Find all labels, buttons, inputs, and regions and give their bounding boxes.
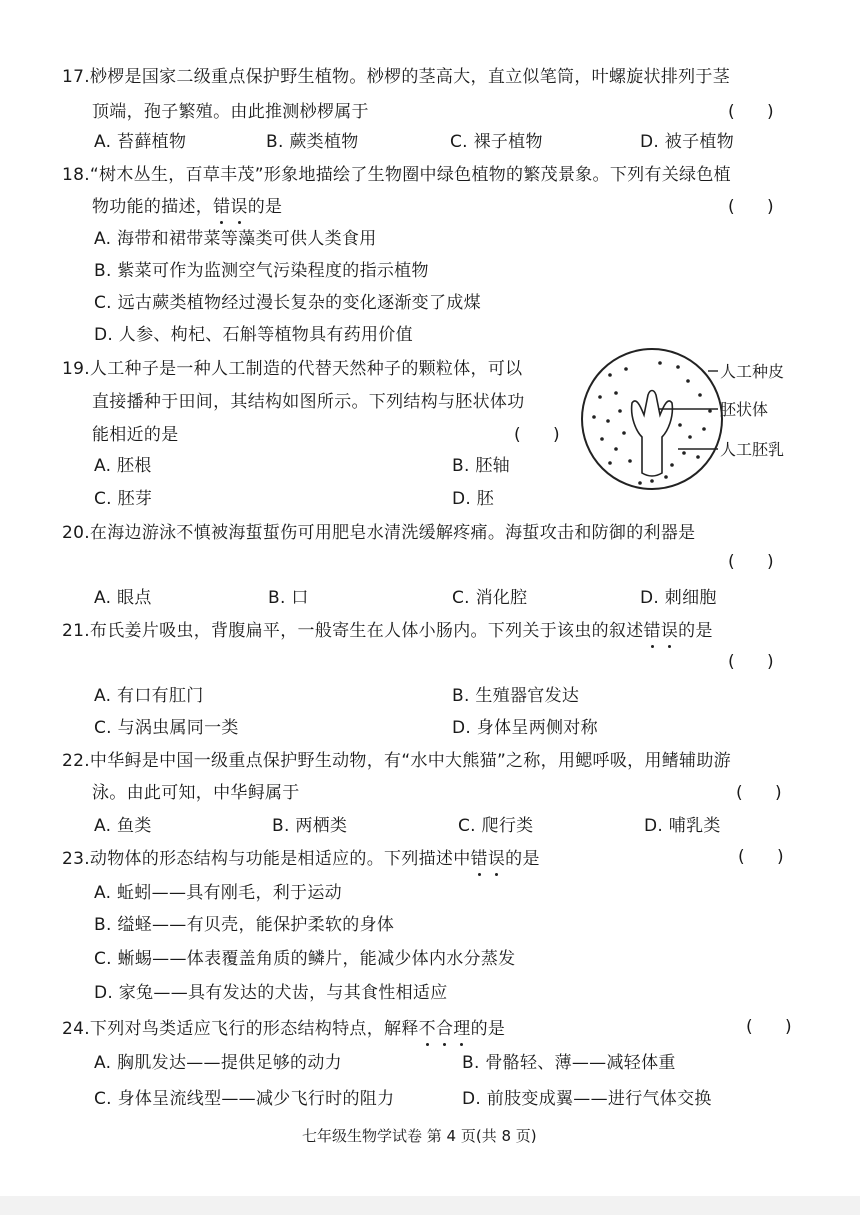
q23-option-b: B. 缢蛏——有贝壳，能保护柔软的身体 — [94, 915, 395, 935]
q20-option-a: A. 眼点 — [94, 588, 152, 608]
q17-option-d: D. 被子植物 — [640, 132, 734, 152]
q18-option-c: C. 远古蕨类植物经过漫长复杂的变化逐渐变了成煤 — [94, 293, 481, 313]
q19-option-d: D. 胚 — [452, 489, 495, 509]
page-footer: 七年级生物学试卷 第 4 页(共 8 页) — [302, 1127, 537, 1145]
q18-option-d: D. 人参、枸杞、石斛等植物具有药用价值 — [94, 325, 413, 345]
seed-outer-circle — [582, 349, 722, 489]
q23-stem-line-1 — [62, 848, 540, 870]
q17-option-b: B. 蕨类植物 — [266, 132, 359, 152]
q19-stem-line-1: 19.人工种子是一种人工制造的代替天然种子的颗粒体，可以 — [62, 359, 523, 379]
q23-stem-pre: 23.动物体的形态结构与功能是相适应的。下列描述中 — [62, 849, 471, 869]
q19-option-c: C. 胚芽 — [94, 489, 153, 509]
q20-option-c: C. 消化腔 — [452, 588, 528, 608]
label-embryoid: 胚状体 — [720, 400, 769, 419]
artificial-seed-figure — [580, 345, 810, 495]
q19-option-a: A. 胚根 — [94, 456, 152, 476]
q21-emph-char-1: 错 — [643, 621, 661, 641]
q23-option-d: D. 家兔——具有发达的犬齿，与其食性相适应 — [94, 983, 448, 1003]
q21-option-b: B. 生殖器官发达 — [452, 686, 580, 706]
q24-answer-paren: ( ) — [746, 1017, 792, 1037]
q20-stem-line-1: 20.在海边游泳不慎被海蜇蜇伤可用肥皂水清洗缓解疼痛。海蜇攻击和防御的利器是 — [62, 523, 696, 543]
q17-option-c: C. 裸子植物 — [450, 132, 543, 152]
q23-option-a: A. 蚯蚓——具有刚毛，利于运动 — [94, 883, 342, 903]
q23-emph-char-1: 错 — [470, 849, 488, 869]
q17-answer-paren: ( ) — [728, 102, 774, 122]
q22-option-c: C. 爬行类 — [458, 816, 534, 836]
q23-stem-post: 的是 — [505, 849, 540, 869]
q18-emph-char-2: 误 — [230, 197, 248, 217]
q17-stem-line-1: 17.桫椤是国家二级重点保护野生植物。桫椤的茎高大，直立似笔筒，叶螺旋状排列于茎 — [62, 67, 731, 87]
q18-option-a: A. 海带和裙带菜等藻类可供人类食用 — [94, 229, 377, 249]
q17-stem-line-2: 顶端，孢子繁殖。由此推测桫椤属于 — [92, 102, 369, 122]
q18-emph-char-1: 错 — [213, 197, 231, 217]
q20-option-b: B. 口 — [268, 588, 309, 608]
q22-answer-paren: ( ) — [736, 783, 782, 803]
q20-answer-paren: ( ) — [728, 552, 774, 572]
q18-stem-line-1: 18.“树木丛生，百草丰茂”形象地描绘了生物圈中绿色植物的繁茂景象。下列有关绿色植 — [62, 165, 731, 185]
q21-emph-char-2: 误 — [660, 621, 679, 641]
q18-stem-pre: 物功能的描述， — [92, 197, 214, 217]
q22-option-d: D. 哺乳类 — [644, 816, 721, 836]
q18-stem-post: 的是 — [247, 197, 283, 217]
q24-option-c: C. 身体呈流线型——减少飞行时的阻力 — [94, 1089, 395, 1109]
q21-stem-pre: 21.布氏姜片吸虫，背腹扁平，一般寄生在人体小肠内。下列关于该虫的叙述 — [62, 621, 644, 641]
q21-option-c: C. 与涡虫属同一类 — [94, 718, 239, 738]
q19-stem-line-3: 能相近的是 — [92, 425, 179, 445]
q24-stem-post: 的是 — [470, 1019, 506, 1039]
q24-option-a: A. 胸肌发达——提供足够的动力 — [94, 1053, 342, 1073]
q23-option-c: C. 蜥蜴——体表覆盖角质的鳞片，能减少体内水分蒸发 — [94, 949, 516, 969]
label-artificial-seed-coat: 人工种皮 — [720, 362, 785, 381]
q24-emph-char-1: 不 — [418, 1019, 436, 1039]
q23-answer-paren: ( ) — [738, 847, 784, 867]
q24-option-b: B. 骨骼轻、薄——减轻体重 — [462, 1053, 676, 1073]
q24-emph-char-2: 合 — [435, 1019, 454, 1039]
label-artificial-endosperm: 人工胚乳 — [720, 440, 785, 459]
q21-option-d: D. 身体呈两侧对称 — [452, 718, 598, 738]
q21-stem-post: 的是 — [678, 621, 713, 641]
q24-stem-line-1 — [62, 1018, 505, 1040]
q22-stem-line-2: 泳。由此可知，中华鲟属于 — [92, 783, 300, 803]
q18-option-b: B. 紫菜可作为监测空气污染程度的指示植物 — [94, 261, 429, 281]
scan-bottom-edge — [0, 1196, 860, 1215]
q17-option-a: A. 苔藓植物 — [94, 132, 187, 152]
q22-option-a: A. 鱼类 — [94, 816, 152, 836]
q18-answer-paren: ( ) — [728, 197, 774, 217]
q24-option-d: D. 前肢变成翼——进行气体交换 — [462, 1089, 712, 1109]
q23-emph-char-2: 误 — [487, 849, 506, 869]
q24-emph-char-3: 理 — [453, 1019, 471, 1039]
q21-option-a: A. 有口有肛门 — [94, 686, 204, 706]
q20-option-d: D. 刺细胞 — [640, 588, 717, 608]
q18-stem-line-2 — [92, 196, 282, 218]
q22-option-b: B. 两栖类 — [272, 816, 348, 836]
q19-answer-paren: ( ) — [514, 425, 560, 445]
embryoid-shape — [632, 391, 673, 477]
q21-stem-line-1 — [62, 620, 713, 642]
endosperm-dots — [592, 361, 712, 485]
q21-answer-paren: ( ) — [728, 652, 774, 672]
q24-stem-pre: 24.下列对鸟类适应飞行的形态结构特点，解释 — [62, 1019, 419, 1039]
q19-option-b: B. 胚轴 — [452, 456, 510, 476]
q22-stem-line-1: 22.中华鲟是中国一级重点保护野生动物，有“水中大熊猫”之称，用鳃呼吸，用鳍辅助游 — [62, 751, 731, 771]
q19-stem-line-2: 直接播种于田间，其结构如图所示。下列结构与胚状体功 — [92, 392, 525, 412]
